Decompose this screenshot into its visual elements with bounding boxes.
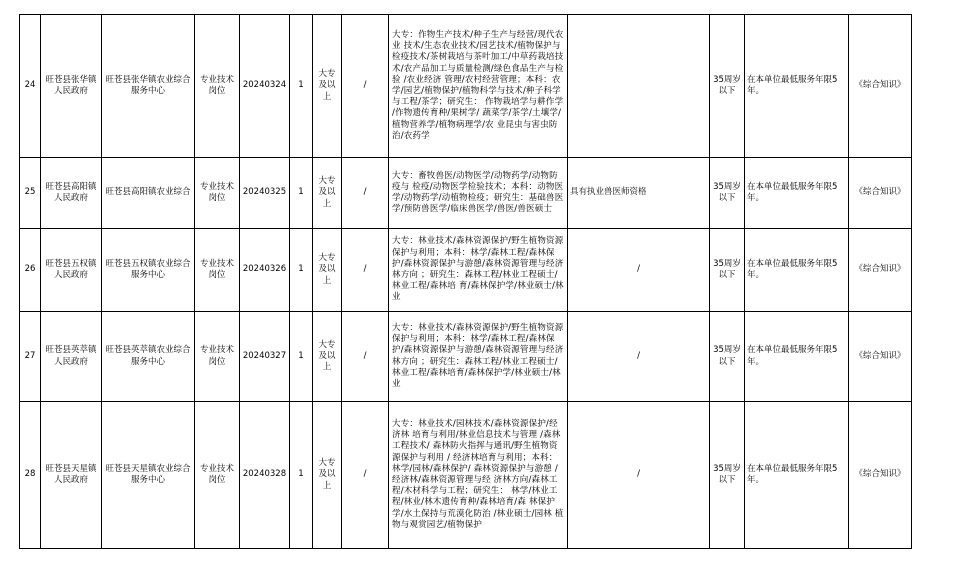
age-cell: 35周岁以下 <box>710 229 745 312</box>
degree-cell: / <box>342 402 389 549</box>
degree-cell: / <box>342 158 389 229</box>
exam-subject-cell: 《综合知识》 <box>849 15 912 158</box>
age-cell: 35周岁以下 <box>710 402 745 549</box>
headcount-cell: 1 <box>290 402 313 549</box>
service-term-cell: 在本单位最低服务年限5年。 <box>745 158 849 229</box>
post-code-cell: 20240324 <box>240 15 290 158</box>
row-number: 27 <box>20 312 41 402</box>
education-cell: 大专及以上 <box>313 158 342 229</box>
row-number: 26 <box>20 229 41 312</box>
headcount-cell: 1 <box>290 312 313 402</box>
education-cell: 大专及以上 <box>313 312 342 402</box>
age-cell: 35周岁以下 <box>710 312 745 402</box>
unit-cell: 旺苍县张华镇农业综合服务中心 <box>102 15 195 158</box>
table-row <box>20 15 912 158</box>
post-type-cell: 专业技术岗位 <box>195 15 240 158</box>
row-number: 25 <box>20 158 41 229</box>
headcount-cell: 1 <box>290 229 313 312</box>
post-code-cell: 20240325 <box>240 158 290 229</box>
post-code-cell: 20240327 <box>240 312 290 402</box>
major-requirement-cell: 大专：作物生产技术/种子生产与经营/现代农业 技术/生态农业技术/园艺技术/植物保护与检疫技术/茶树栽培与茶叶加工/中草药栽培技术/农产品加工与质量检测/绿色食品生产与检验 /农业经济 管理/农村经营管理；本科：农学/园艺/植物保护/植物科学与技术/种子科学与工程/茶学；研究生： 作物栽培学与耕作学 /作物遗传育种/果树学/ 蔬菜学/茶学/土壤学/植物营养学/植物病理学/农 业昆虫与害虫防治/农药学 <box>389 15 568 158</box>
major-requirement-cell: 大专：林业技术/森林资源保护/野生植物资源保护与利用；本科：林学/森林工程/森林保护/森林资源保护与游憩/森林资源管理与经济林方向 ；研究生：森林工程/林业工程硕士/林业工程/森林培育/森林保护学/林业硕士/林业 <box>389 312 568 402</box>
education-cell: 大专及以上 <box>313 402 342 549</box>
degree-cell: / <box>342 312 389 402</box>
table-row <box>20 158 912 229</box>
unit-cell: 旺苍县天星镇农业综合服务中心 <box>102 402 195 549</box>
department-cell: 旺苍县高阳镇人民政府 <box>41 158 102 229</box>
other-requirement-cell: / <box>568 312 710 402</box>
exam-subject-cell: 《综合知识》 <box>849 402 912 549</box>
exam-subject-cell: 《综合知识》 <box>849 229 912 312</box>
service-term-cell: 在本单位最低服务年限5年。 <box>745 15 849 158</box>
department-cell: 旺苍县五权镇人民政府 <box>41 229 102 312</box>
unit-cell: 旺苍县高阳镇农业综合 <box>102 158 195 229</box>
other-requirement-cell <box>568 15 710 158</box>
recruitment-table <box>19 14 912 549</box>
unit-cell: 旺苍县英萃镇农业综合服务中心 <box>102 312 195 402</box>
degree-cell: / <box>342 229 389 312</box>
education-cell: 大专及以上 <box>313 15 342 158</box>
other-requirement-cell: / <box>568 229 710 312</box>
exam-subject-cell: 《综合知识》 <box>849 158 912 229</box>
post-type-cell: 专业技术岗位 <box>195 312 240 402</box>
degree-cell: / <box>342 15 389 158</box>
table-row <box>20 312 912 402</box>
table-row <box>20 229 912 312</box>
department-cell: 旺苍县天星镇人民政府 <box>41 402 102 549</box>
service-term-cell: 在本单位最低服务年限5年。 <box>745 229 849 312</box>
other-requirement-cell: 具有执业兽医师资格 <box>568 158 710 229</box>
service-term-cell: 在本单位最低服务年限5年。 <box>745 312 849 402</box>
post-type-cell: 专业技术岗位 <box>195 158 240 229</box>
age-cell: 35周岁以下 <box>710 15 745 158</box>
service-term-cell: 在本单位最低服务年限5年。 <box>745 402 849 549</box>
post-code-cell: 20240328 <box>240 402 290 549</box>
headcount-cell: 1 <box>290 15 313 158</box>
row-number: 24 <box>20 15 41 158</box>
education-cell: 大专及以上 <box>313 229 342 312</box>
post-type-cell: 专业技术岗位 <box>195 229 240 312</box>
age-cell: 35周岁以下 <box>710 158 745 229</box>
major-requirement-cell: 大专：畜牧兽医/动物医学/动物药学/动物防疫与 检疫/动物医学检验技术；本科：动物医学/动物药学/动植物检疫；研究生：基础兽医学/预防兽医学/临床兽医学/兽医/兽医硕士 <box>389 158 568 229</box>
department-cell: 旺苍县英萃镇人民政府 <box>41 312 102 402</box>
major-requirement-cell: 大专：林业技术/森林资源保护/野生植物资源保护与利用；本科：林学/森林工程/森林保护/森林资源保护与游憩/森林资源管理与经济林方向 ；研究生：森林工程/林业工程硕士/林业工程/森林培 育/森林保护学/林业硕士/林业 <box>389 229 568 312</box>
headcount-cell: 1 <box>290 158 313 229</box>
post-type-cell: 专业技术岗位 <box>195 402 240 549</box>
exam-subject-cell: 《综合知识》 <box>849 312 912 402</box>
row-number: 28 <box>20 402 41 549</box>
unit-cell: 旺苍县五权镇农业综合服务中心 <box>102 229 195 312</box>
department-cell: 旺苍县张华镇人民政府 <box>41 15 102 158</box>
major-requirement-cell: 大专：林业技术/园林技术/森林资源保护/经济林 培育与利用/林业信息技术与管理 /森林工程技术/ 森林防火指挥与通讯/野生植物资源保护与利用 / 经济林培育与利用；本科：林学/园林/森林保护/ 森林资源保护与游憩 /经济林/森林资源管理与经 济林方向/森林工程/木材科学与工程；研究生： 林学/林业工程/林业/林木遗传育种/森林培育/森 林保护学/水土保持与荒漠化防治 /林业硕士/园林 植物与观赏园艺/植物保护 <box>389 402 568 549</box>
other-requirement-cell: / <box>568 402 710 549</box>
table-row <box>20 402 912 549</box>
post-code-cell: 20240326 <box>240 229 290 312</box>
